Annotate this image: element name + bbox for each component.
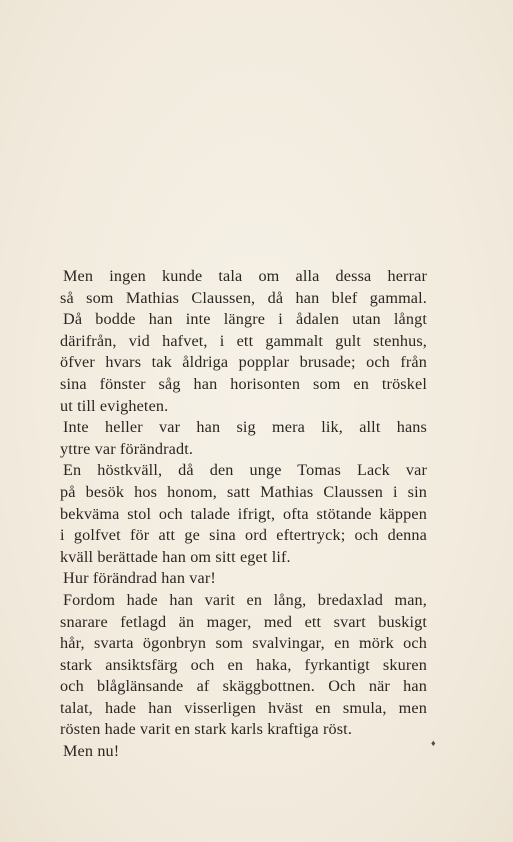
text-line: Men ingen kunde tala om alla dessa herrar xyxy=(63,267,427,285)
text-line: rösten hade varit en stark karls kraftiga röst. xyxy=(60,720,353,739)
text-line: därifrån, vid hafvet, i ett gammalt gult stenhus, xyxy=(60,331,427,350)
text-line: yttre var förändradt. xyxy=(60,439,194,458)
text-line: Inte heller var han sig mera lik, allt hans xyxy=(63,418,427,437)
text-line: stark ansiktsfärg och en haka, fyrkantigt skuren xyxy=(60,655,427,674)
text-line: snarare fetlagd än mager, med ett svart buskigt xyxy=(60,612,427,631)
text-line: Hur förändrad han var! xyxy=(63,569,216,588)
text-line: talat, hade han visserligen hväst en smula, men xyxy=(60,698,427,717)
text-line: Då bodde han inte längre i ådalen utan långt xyxy=(63,310,427,329)
text-line: ut till evigheten. xyxy=(60,396,169,415)
text-line: Men nu! xyxy=(63,742,120,761)
text-line: öfver hvars tak åldriga popplar brusade; och från xyxy=(60,353,427,372)
text-line: på besök hos honom, satt Mathias Claussen i sin xyxy=(60,482,427,501)
body-text xyxy=(60,266,427,763)
text-line: Fordom hade han varit en lång, bredaxlad man, xyxy=(63,590,427,609)
text-line: i golfvet för att ge sina ord eftertryck; och denna xyxy=(60,526,427,545)
text-line: sina fönster såg han horisonten som en tröskel xyxy=(60,374,427,393)
text-line: bekväma stol och talade ifrigt, ofta stötande käppen xyxy=(60,504,427,523)
text-line: En höstkväll, då den unge Tomas Lack var xyxy=(63,461,427,480)
text-line: hår, svarta ögonbryn som svalvingar, en mörk och xyxy=(60,634,427,653)
text-line: så som Mathias Claussen, då han blef gammal. xyxy=(60,288,427,307)
text-line: och blåglänsande af skäggbottnen. Och när han xyxy=(60,677,427,696)
text-line: kväll berättade han om sitt eget lif. xyxy=(60,547,291,566)
ornament-mark: ♦ xyxy=(431,738,436,748)
